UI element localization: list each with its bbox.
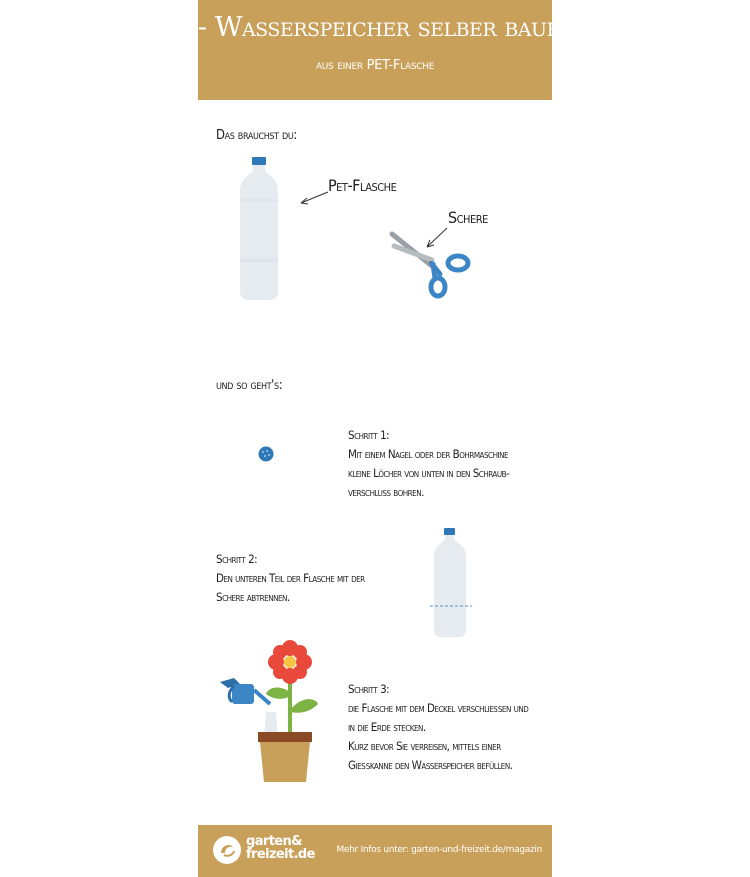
step-1-title: Schritt 1: [348,428,390,442]
materials-heading: Das brauchst du: [216,128,297,143]
page-title: - Wasserspeicher selber bauen - [198,12,593,43]
step-3-title: Schritt 3: [348,682,390,696]
logo-line-1: garten& [246,834,302,849]
step-2-line-2: Schere abtrennen. [216,590,290,604]
step-1 [348,426,548,502]
pet-bottle-illustration [234,155,284,305]
step-3-line-2: in die Erde stecken. [348,720,426,734]
step-3 [348,680,548,775]
footer-banner [198,825,552,877]
scissors-label: Schere [448,208,488,227]
page-subtitle: aus einer PET-Flasche [315,58,435,73]
step-1-line-3: verschluss bohren. [348,485,424,499]
logo-line-2: freizeit.de [246,847,315,862]
step-2 [216,550,386,607]
scissors-icon [388,228,478,302]
step-3-line-1: die Flasche mit dem Deckel verschließen und [348,701,529,715]
step-3-line-3: Kurz bevor Sie verreisen, mittels einer [348,739,501,753]
step-2-line-1: Den unteren Teil der Flasche mit der [216,571,365,585]
header-banner [198,0,593,100]
flower-icon [268,640,312,684]
step-2-title: Schritt 2: [216,552,258,566]
bottle-label: Pet-Flasche [328,176,397,195]
logo-text[interactable] [246,835,315,861]
watering-can-icon [220,678,270,704]
footer-info-link[interactable]: Mehr Infos unter: garten-und-freizeit.de/magazin [336,845,542,855]
instructions-heading: und so geht's: [216,378,283,393]
cut-bottle-illustration [430,526,472,640]
logo-icon [212,835,242,865]
infographic [198,0,593,877]
planted-bottle-illustration [220,640,330,785]
bottle-cap-icon [258,446,274,462]
bottle-arrow-icon [298,190,330,206]
step-1-line-1: Mit einem Nagel oder der Bohrmaschine [348,447,509,461]
step-1-line-2: kleine Löcher von unten in den Schraub- [348,466,510,480]
step-3-line-4: Gießkanne den Wasserspeicher befüllen. [348,758,513,772]
